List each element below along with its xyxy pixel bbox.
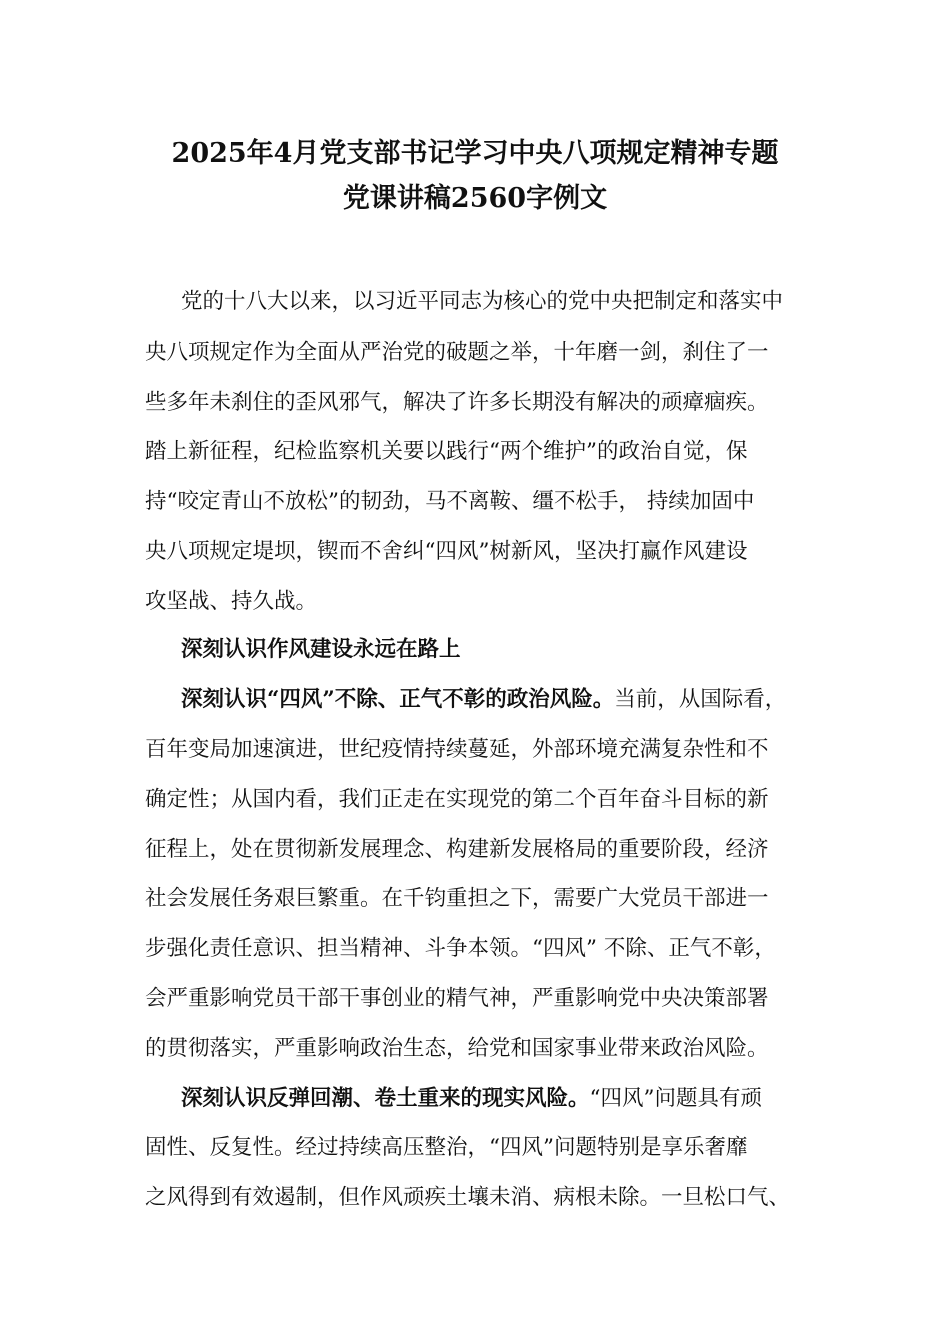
paragraph-2-line: 百年变局加速演进，世纪疫情持续蔓延，外部环境充满复杂性和不	[145, 737, 769, 762]
paragraph-3-first-line-rest: “四风”问题具有顽	[589, 1086, 762, 1111]
paragraph-3-first-line	[181, 1084, 762, 1114]
paragraph-2-first-line	[181, 685, 786, 715]
paragraph-3-line: 固性、反复性。经过持续高压整治，“四风”问题特别是享乐奢靡	[145, 1135, 748, 1160]
paragraph-1-line: 央八项规定作为全面从严治党的破题之举，十年磨一剑，刹住了一	[145, 340, 769, 365]
paragraph-1-line: 党的十八大以来，以习近平同志为核心的党中央把制定和落实中	[181, 289, 784, 314]
section-heading: 深刻认识作风建设永远在路上	[181, 637, 461, 662]
paragraph-2-line: 会严重影响党员干部干事创业的精气神，严重影响党中央决策部署	[145, 986, 769, 1011]
paragraph-2-first-line-rest: 当前，从国际看，	[614, 687, 787, 712]
paragraph-2-line: 征程上，处在贯彻新发展理念、构建新发展格局的重要阶段，经济	[145, 837, 769, 862]
paragraph-1-line: 央八项规定堤坝，锲而不舍纠“四风”树新风，坚决打赢作风建设	[145, 539, 748, 564]
paragraph-1-line: 些多年未刹住的歪风邪气，解决了许多长期没有解决的顽瘴痼疾。	[145, 390, 769, 415]
paragraph-2-line: 社会发展任务艰巨繁重。在千钧重担之下，需要广大党员干部进一	[145, 886, 769, 911]
paragraph-3-line: 之风得到有效遏制，但作风顽疾土壤未消、病根未除。一旦松口气、	[145, 1185, 791, 1210]
paragraph-1-line: 踏上新征程，纪检监察机关要以践行“两个维护”的政治自觉，保	[145, 439, 748, 464]
paragraph-2-line: 确定性；从国内看，我们正走在实现党的第二个百年奋斗目标的新	[145, 787, 769, 812]
paragraph-2-bold-lead: 深刻认识“四风”不除、正气不彰的政治风险。	[181, 687, 615, 712]
paragraph-2-line: 步强化责任意识、担当精神、斗争本领。“四风” 不除、正气不彰，	[145, 936, 776, 961]
paragraph-1-line: 持“咬定青山不放松”的韧劲，马不离鞍、缰不松手， 持续加固中	[145, 489, 755, 514]
paragraph-2-line: 的贯彻落实，严重影响政治生态，给党和国家事业带来政治风险。	[145, 1036, 769, 1061]
paragraph-1-line: 攻坚战、持久战。	[145, 589, 318, 614]
paragraph-3-bold-lead: 深刻认识反弹回潮、卷土重来的现实风险。	[181, 1086, 590, 1111]
document-title-line-1: 2025年4月党支部书记学习中央八项规定精神专题	[171, 138, 779, 169]
document-title-line-2: 党课讲稿2560字例文	[342, 183, 608, 214]
